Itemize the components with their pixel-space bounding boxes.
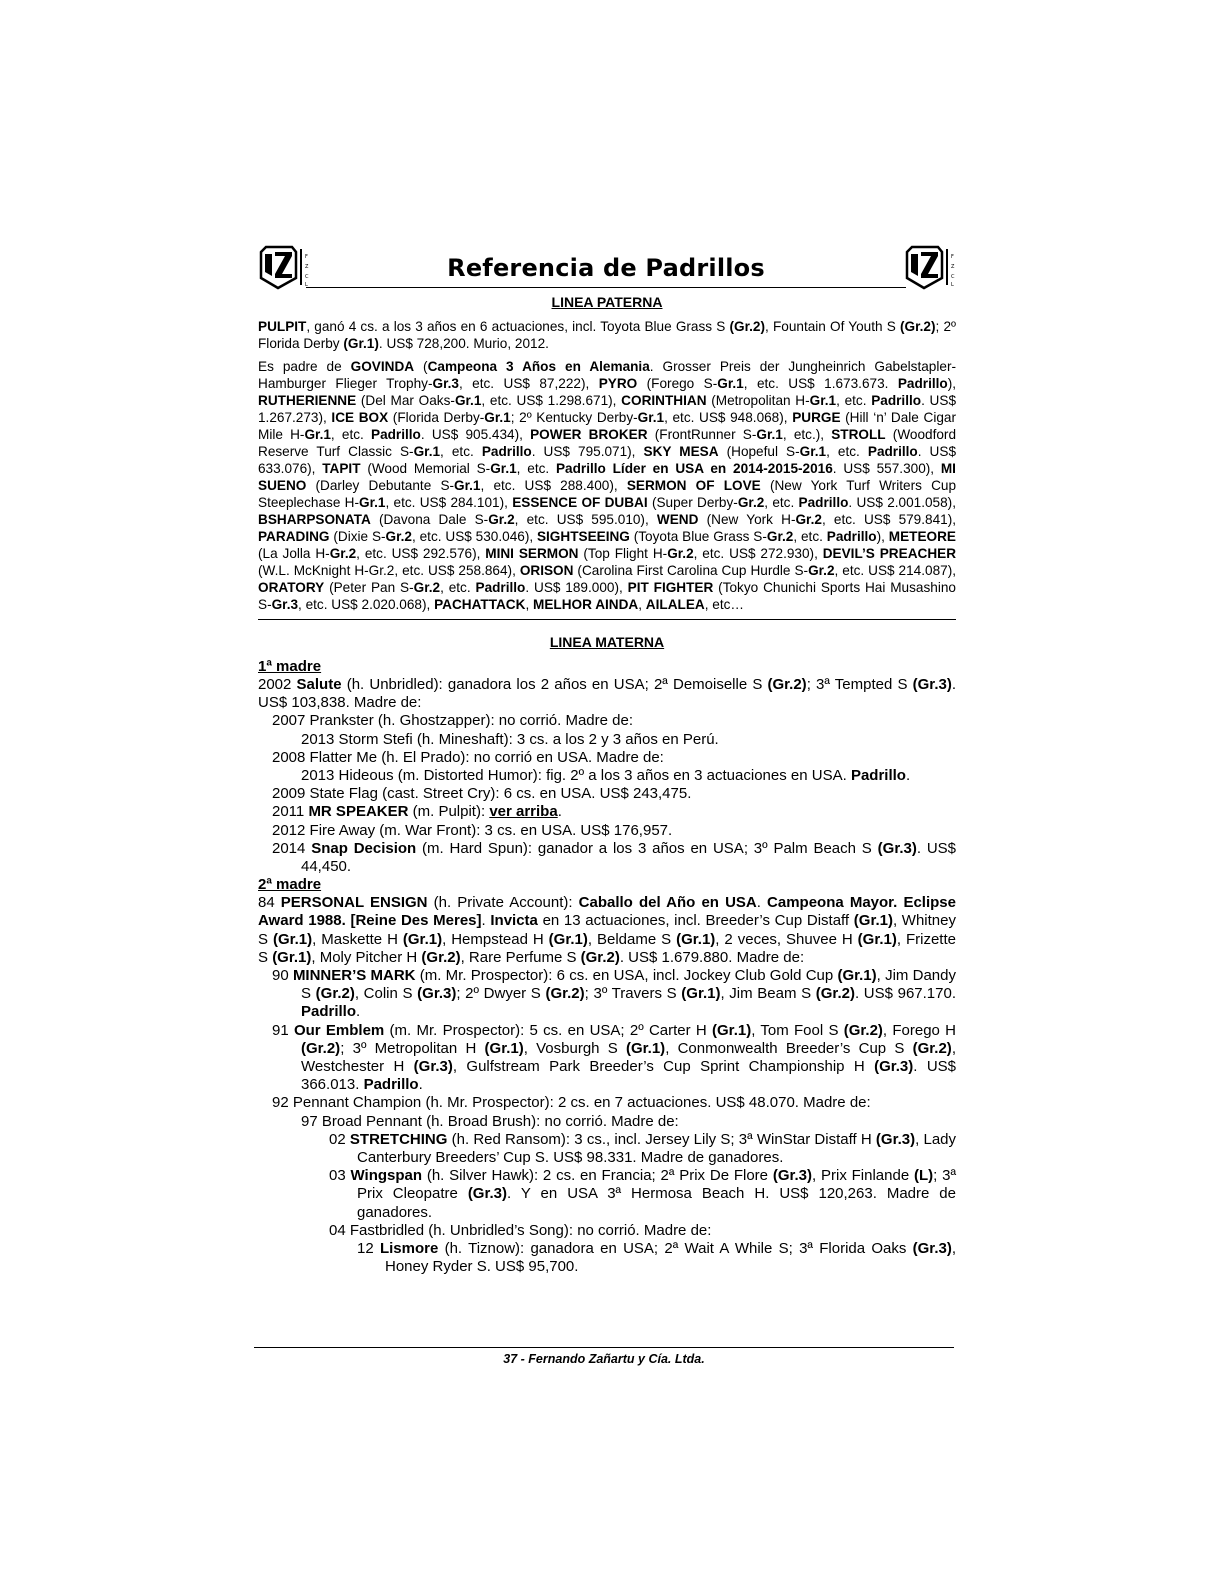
text-run: ; 2º Dwyer S — [456, 985, 546, 1003]
bold-text: (Gr.2) — [767, 676, 807, 693]
svg-text:C: C — [951, 274, 955, 280]
bold-text: Invicta — [490, 912, 538, 930]
pedigree-entry — [272, 1094, 956, 1112]
bold-text: (Gr.1) — [484, 1039, 524, 1057]
text-run: , Rare Perfume S — [460, 948, 581, 966]
bold-text: ICE BOX — [331, 410, 389, 425]
text-run: . Y en USA 3ª Hermosa Beach H. US$ 120,263. Madre de ganadores. — [357, 1185, 956, 1221]
paterna-heading: LINEA PATERNA — [551, 294, 663, 310]
bold-text: (Gr.3) — [772, 1167, 813, 1185]
text-run: (Metropolitan H- — [706, 393, 810, 408]
text-run: , Honey Ryder S. US$ 95,700. — [385, 1240, 956, 1276]
text-run: 2008 Flatter Me (h. El Prado): no corrió en USA. Madre de: — [272, 748, 664, 766]
svg-text:Z: Z — [305, 264, 309, 270]
text-run: 2007 Prankster (h. Ghostzapper): no corrió. Madre de: — [272, 712, 634, 730]
svg-text:L: L — [305, 282, 308, 288]
text-run: , etc. US$ 284.101), — [385, 495, 513, 510]
bold-text: (Gr.1) — [548, 930, 588, 948]
text-run: 2011 — [272, 803, 309, 821]
text-run: , etc. — [836, 393, 872, 408]
text-run: ; 2º Kentucky Derby- — [510, 410, 638, 425]
bold-text: PARADING — [258, 529, 330, 544]
bold-text: (Gr.1) — [837, 967, 877, 985]
materna-section — [258, 658, 956, 1277]
text-run: (Tokyo Chunichi Sports Hai Musashino S- — [258, 580, 956, 612]
bold-text: (Gr.3) — [912, 1240, 952, 1258]
bold-text: Gr.2 — [795, 512, 822, 527]
pedigree-entry — [301, 1113, 956, 1131]
sire-name: PULPIT — [258, 319, 307, 334]
text-run: , etc. US$ 1.298.671), — [481, 393, 622, 408]
text-run: (Darley Debutante S- — [306, 478, 455, 493]
text-run: (m. Pulpit): — [408, 803, 490, 821]
pedigree-entry — [272, 1022, 956, 1095]
bold-text: (Gr.1) — [272, 948, 312, 966]
text-run: 2014 — [272, 839, 312, 857]
document-page — [258, 240, 956, 1277]
text-run: ( — [414, 359, 428, 374]
text-run: (Super Derby- — [647, 495, 738, 510]
bold-text: Padrillo — [826, 529, 877, 544]
bold-text: ORISON — [519, 563, 574, 578]
text-run: , etc. — [440, 444, 482, 459]
text-run: (Woodford Reserve Turf Classic S- — [258, 427, 957, 459]
text-run: , etc. — [793, 529, 827, 544]
pedigree-entry — [272, 712, 956, 730]
text-run: , etc. — [826, 444, 868, 459]
bold-text: (Gr.3) — [467, 1185, 507, 1203]
bold-text: Gr.1 — [756, 427, 783, 442]
pedigree-entry — [357, 1240, 956, 1276]
text-run: , etc. US$ 1.673.673. — [743, 376, 898, 391]
title-underline — [306, 287, 906, 288]
text-run: , etc. — [764, 495, 799, 510]
bold-text: PIT FIGHTER — [627, 580, 714, 595]
text-run: , Beldame S — [587, 930, 677, 948]
text-run: , etc. US$ 272.930), — [693, 546, 823, 561]
text-run: (Forego S- — [637, 376, 718, 391]
text-run: (h. Unbridled): ganadora los 2 años en USA; 2ª Demoiselle S — [341, 676, 768, 693]
text-run: , Jim Dandy S — [301, 967, 956, 1003]
bold-text: Gr.1 — [637, 410, 665, 425]
text-run: (La Jolla H- — [258, 546, 330, 561]
text-run: , etc. — [440, 580, 476, 595]
bold-text: (Gr.3) — [912, 676, 952, 693]
bold-text: Gr.2 — [488, 512, 515, 527]
text-run: (Florida Derby- — [388, 410, 485, 425]
text-run: . — [557, 803, 562, 821]
bold-text: Snap Decision — [311, 839, 417, 857]
bold-text: Gr.2 — [385, 529, 412, 544]
text-run: 03 — [329, 1167, 351, 1185]
text-run: , etc. US$ 288.400), — [480, 478, 627, 493]
bold-text: Our Emblem — [293, 1021, 385, 1039]
text-run: . — [418, 1076, 423, 1094]
text-run: (Hopeful S- — [718, 444, 800, 459]
bold-text: (Gr.1) — [681, 985, 721, 1003]
bold-text: PACHATTACK — [434, 597, 526, 612]
bold-text: (Gr.2) — [815, 985, 855, 1003]
pedigree-entry — [329, 1222, 956, 1240]
bold-text: Padrillo — [301, 1003, 357, 1021]
bold-text: (Gr.2) — [580, 948, 620, 966]
text-run: (Toyota Blue Grass S- — [629, 529, 767, 544]
svg-text:L: L — [951, 282, 954, 288]
bold-text: Padrillo — [897, 376, 948, 391]
text-run: , etc. US$ 530.046), — [412, 529, 537, 544]
first-dam-entries — [258, 676, 956, 876]
text-run: (h. Tiznow): ganadora en USA; 2ª Wait A While S; 3ª Florida Oaks — [438, 1240, 913, 1258]
bold-text: Salute — [296, 676, 342, 693]
text-run: , Forego H — [882, 1021, 956, 1039]
text-run: 97 Broad Pennant (h. Broad Brush): no corrió. Madre de: — [301, 1112, 679, 1130]
bold-text: (Gr.1) — [626, 1039, 666, 1057]
pedigree-entry — [301, 767, 956, 785]
text-run: (h. Red Ransom): 3 cs., incl. Jersey Lily S; 3ª WinStar Distaff H — [447, 1130, 876, 1148]
footer-divider — [254, 1347, 954, 1348]
bold-text: (L) — [913, 1167, 934, 1185]
page-title: Referencia de Padrillos — [447, 254, 765, 282]
text-run: 84 — [258, 894, 281, 912]
second-dam-entries — [258, 894, 956, 1276]
text-run: . US$ 2.001.058), — [848, 495, 956, 510]
text-run: , Gulfstream Park Breeder’s Cup Sprint Championship H — [452, 1058, 875, 1076]
bold-text: (Gr.1) — [853, 912, 893, 930]
bold-text: Campeona Mayor. Eclipse Award 1988. [Reine Des Meres] — [258, 894, 956, 930]
text-run: 12 — [357, 1240, 380, 1258]
text-run: ), — [876, 529, 889, 544]
text-run: (FrontRunner S- — [647, 427, 757, 442]
text-run: , 2 veces, Shuvee H — [715, 930, 858, 948]
text-run: , etc. US$ 292.576), — [356, 546, 486, 561]
bold-text: CORINTHIAN — [621, 393, 707, 408]
text-run: 92 Pennant Champion (h. Mr. Prospector): 2 cs. en 7 actuaciones. US$ 48.070. Madre de: — [272, 1094, 871, 1112]
bold-text: Gr.1 — [413, 444, 441, 459]
bold-text: Gr.3 — [271, 597, 299, 612]
text-run: . US$ 557.300), — [832, 461, 941, 476]
text-run: , etc. US$ 214.087), — [834, 563, 957, 578]
bold-text: Padrillo — [475, 580, 526, 595]
pedigree-entry — [301, 731, 956, 749]
text-run: 2013 Hideous (m. Distorted Humor): fig. 2º a los 3 años en 3 actuaciones en USA. — [301, 767, 851, 785]
text-run: , Moly Pitcher H — [311, 948, 422, 966]
company-logo-icon — [904, 244, 956, 290]
svg-text:F: F — [305, 254, 308, 260]
text-run: (Carolina First Carolina Cup Hurdle S- — [573, 563, 809, 578]
materna-heading: LINEA MATERNA — [549, 634, 665, 650]
bold-text: (Gr.2) — [912, 1039, 952, 1057]
text-run: (Hill ‘n’ Dale Cigar Mile H- — [258, 410, 956, 442]
text-run: 2009 State Flag (cast. Street Cry): 6 cs. en USA. US$ 243,475. — [272, 785, 692, 803]
pedigree-entry — [272, 749, 956, 767]
bold-text: (Gr.2) — [315, 985, 355, 1003]
text-run: . Grosser Preis der Jungheinrich Gabelstapler-Hamburger Flieger Trophy- — [258, 359, 956, 391]
text-run: , Prix Finlande — [812, 1167, 914, 1185]
text-run: . US$ 1.267.273), — [258, 393, 956, 425]
text-run: , etc… — [704, 597, 744, 612]
text-run: ; 3ª Prix Cleopatre — [357, 1167, 956, 1203]
sire-summary: PULPIT, ganó 4 cs. a los 3 años en 6 actuaciones, incl. Toyota Blue Grass S (Gr.2), Fountain Of Youth S (Gr.2); 2º Florida Derby (Gr.1). US$ 728,200. Murio, 2012. — [258, 319, 956, 351]
bold-text: (Gr.1) — [857, 930, 897, 948]
bold-text: (Gr.3) — [417, 985, 457, 1003]
bold-text: Gr.2 — [766, 529, 794, 544]
text-run: (m. Mr. Prospector): 5 cs. en USA; 2º Carter H — [384, 1021, 713, 1039]
bold-text: Padrillo — [371, 427, 421, 442]
text-run: , etc. US$ 87,222), — [458, 376, 599, 391]
bold-text: PYRO — [598, 376, 638, 391]
pedigree-entry — [272, 822, 956, 840]
bold-text: (Gr.1) — [402, 930, 443, 948]
bold-text: Gr.3 — [432, 376, 459, 391]
text-run: , Vosburgh S — [523, 1039, 626, 1057]
bold-text: ver arriba — [489, 803, 558, 821]
text-run: . US$ 103,838. Madre de: — [258, 676, 956, 712]
bold-text: MELHOR AINDA — [533, 597, 639, 612]
bold-text: Gr.1 — [717, 376, 744, 391]
text-run: (W.L. McKnight H-Gr.2, etc. US$ 258.864), — [258, 563, 520, 578]
bold-text: (Gr.1) — [272, 930, 313, 948]
text-run: , Jim Beam S — [720, 985, 816, 1003]
bold-text: AILALEA — [645, 597, 705, 612]
text-run: (New York Turf Writers Cup Steeplechase H- — [258, 478, 957, 510]
bold-text: (Gr.1) — [712, 1021, 752, 1039]
bold-text: Padrillo — [850, 767, 906, 785]
bold-text: WEND — [656, 512, 699, 527]
text-run: . — [356, 1003, 361, 1021]
text-run: 2012 Fire Away (m. War Front): 3 cs. en USA. US$ 176,957. — [272, 821, 673, 839]
text-run: . US$ 795.071), — [531, 444, 644, 459]
text-run: . — [481, 912, 491, 930]
bold-text: (Gr.3) — [874, 1058, 914, 1076]
text-run: , Conmonwealth Breeder’s Cup S — [665, 1039, 913, 1057]
text-run: . — [905, 767, 911, 785]
pedigree-entry — [272, 967, 956, 1022]
bold-text: Padrillo — [363, 1076, 419, 1094]
text-run: , Westchester H — [301, 1039, 956, 1076]
bold-text: SIGHTSEEING — [536, 529, 630, 544]
bold-text: Gr.2 — [737, 495, 765, 510]
bold-text: ORATORY — [258, 580, 325, 595]
text-run: , Lady Canterbury Breeders’ Cup S. US$ 98.331. Madre de ganadores. — [357, 1130, 956, 1167]
bold-text: Gr.1 — [454, 478, 481, 493]
progeny-paragraph — [258, 358, 956, 613]
text-run: (m. Mr. Prospector): 6 cs. en USA, incl. Jockey Club Gold Cup — [415, 967, 838, 985]
text-run: , etc. US$ 595.010), — [514, 512, 657, 527]
bold-text: (Gr.1) — [676, 930, 716, 948]
text-run: 02 — [329, 1130, 350, 1148]
section-divider — [258, 619, 956, 620]
bold-text: MI SUENO — [258, 461, 956, 493]
text-run: (Top Flight H- — [578, 546, 668, 561]
bold-text: RUTHERIENNE — [258, 393, 357, 408]
text-run: . US$ 44,450. — [301, 839, 957, 876]
bold-text: Campeona 3 Años en Alemania — [427, 359, 650, 374]
text-run: , etc. US$ 579.841), — [821, 512, 957, 527]
bold-text: (Gr.2) — [545, 985, 585, 1003]
bold-text: (Gr.3) — [877, 839, 917, 857]
text-run: ; 3º Travers S — [584, 985, 682, 1003]
svg-text:C: C — [305, 274, 309, 280]
text-run: . US$ 189.000), — [525, 580, 628, 595]
bold-text: Padrillo — [871, 393, 922, 408]
bold-text: PERSONAL ENSIGN — [280, 894, 428, 912]
pedigree-entry — [272, 840, 956, 876]
svg-text:Z: Z — [951, 264, 955, 270]
bold-text: TAPIT — [322, 461, 361, 476]
bold-text: Gr.1 — [799, 444, 827, 459]
bold-text: MINNER’S MARK — [292, 967, 416, 985]
text-run: (Peter Pan S- — [324, 580, 414, 595]
text-run: , — [525, 597, 534, 612]
text-run: (Davona Dale S- — [370, 512, 489, 527]
text-run: , etc. — [330, 427, 371, 442]
bold-text: Padrillo — [481, 444, 532, 459]
bold-text: (Gr.2) — [421, 948, 461, 966]
text-run: , etc. — [516, 461, 556, 476]
text-run: . US$ 1.679.880. Madre de: — [619, 948, 805, 966]
text-run: , Tom Fool S — [751, 1021, 844, 1039]
text-run: , etc. US$ 2.020.068), — [298, 597, 435, 612]
bold-text: (Gr.2) — [301, 1039, 341, 1057]
bold-text: SKY MESA — [643, 444, 719, 459]
bold-text: DEVIL’S PREACHER — [822, 546, 957, 561]
bold-text: Gr.2 — [808, 563, 835, 578]
bold-text: SERMON OF LOVE — [626, 478, 761, 493]
bold-text: ESSENCE OF DUBAI — [512, 495, 648, 510]
text-run: . — [756, 894, 768, 912]
first-dam-heading: 1ª madre — [258, 658, 322, 675]
text-run: ; 3ª Tempted S — [806, 676, 913, 693]
text-run: ), — [947, 376, 957, 391]
text-run: Es padre de — [258, 359, 351, 374]
text-run: (New York H- — [698, 512, 796, 527]
bold-text: (Gr.3) — [875, 1130, 916, 1148]
text-run: . US$ 366.013. — [301, 1058, 956, 1094]
bold-text: BSHARPSONATA — [258, 512, 371, 527]
text-run: 91 — [272, 1021, 294, 1039]
text-run: , Maskette H — [312, 930, 403, 948]
bold-text: Padrillo — [867, 444, 918, 459]
bold-text: MINI SERMON — [485, 546, 579, 561]
bold-text: Gr.2 — [329, 546, 357, 561]
bold-text: Gr.1 — [809, 393, 837, 408]
bold-text: STRETCHING — [349, 1130, 448, 1148]
text-run: . US$ 633.076), — [258, 444, 957, 476]
text-run: . US$ 905.434), — [420, 427, 531, 442]
text-run: (m. Hard Spun): ganador a los 3 años en USA; 3º Palm Beach S — [416, 839, 878, 857]
text-run: 2002 — [258, 676, 297, 693]
bold-text: Gr.1 — [304, 427, 331, 442]
text-run: , Colin S — [354, 985, 418, 1003]
text-run: , — [638, 597, 646, 612]
bold-text: PURGE — [792, 410, 841, 425]
text-run: en 13 actuaciones, incl. Breeder’s Cup Distaff — [537, 912, 854, 930]
bold-text: Wingspan — [350, 1167, 423, 1185]
company-logo-icon — [258, 244, 310, 290]
text-run: , Hempstead H — [442, 930, 549, 948]
pedigree-entry — [258, 894, 956, 967]
text-run: (h. Silver Hawk): 2 cs. en Francia; 2ª Prix De Flore — [422, 1167, 773, 1185]
pedigree-entry — [329, 1167, 956, 1222]
pedigree-entry — [272, 785, 956, 803]
bold-text: POWER BROKER — [530, 427, 648, 442]
page-header — [258, 240, 956, 290]
text-run: , Frizette S — [258, 930, 956, 966]
text-run: , Whitney S — [258, 912, 956, 948]
bold-text: (Gr.3) — [413, 1058, 453, 1076]
second-dam-heading: 2ª madre — [258, 876, 322, 894]
pedigree-entry — [329, 1131, 956, 1167]
text-run: (Del Mar Oaks- — [356, 393, 455, 408]
text-run: . US$ 967.170. — [854, 985, 956, 1003]
bold-text: (Gr.2) — [843, 1021, 883, 1039]
bold-text: Lismore — [379, 1240, 439, 1258]
text-run: (h. Private Account): — [427, 894, 579, 912]
bold-text: Gr.1 — [484, 410, 511, 425]
text-run: (Wood Memorial S- — [360, 461, 491, 476]
bold-text: Gr.1 — [454, 393, 482, 408]
text-run: , etc.), — [782, 427, 832, 442]
bold-text: Padrillo Líder en USA en 2014-2015-2016 — [555, 461, 833, 476]
text-run: (Dixie S- — [329, 529, 386, 544]
bold-text: Gr.1 — [359, 495, 386, 510]
text-run: , etc. US$ 948.068), — [664, 410, 793, 425]
bold-text: Gr.2 — [667, 546, 694, 561]
bold-text: METEORE — [888, 529, 956, 544]
bold-text: Gr.1 — [490, 461, 517, 476]
bold-text: MR SPEAKER — [308, 803, 409, 821]
text-run: 04 Fastbridled (h. Unbridled’s Song): no corrió. Madre de: — [329, 1221, 712, 1239]
bold-text: STROLL — [831, 427, 886, 442]
text-run: 2013 Storm Stefi (h. Mineshaft): 3 cs. a los 2 y 3 años en Perú. — [301, 730, 719, 748]
pedigree-entry — [272, 803, 956, 821]
text-run: ; 3º Metropolitan H — [340, 1039, 485, 1057]
bold-text: GOVINDA — [350, 359, 415, 374]
bold-text: Padrillo — [798, 495, 849, 510]
text-run: 90 — [272, 967, 293, 985]
bold-text: Caballo del Año en USA — [578, 894, 757, 912]
bold-text: Gr.2 — [413, 580, 441, 595]
svg-text:F: F — [951, 254, 954, 260]
pedigree-entry — [258, 676, 956, 712]
page-footer: 37 - Fernando Zañartu y Cía. Ltda. — [503, 1352, 705, 1366]
